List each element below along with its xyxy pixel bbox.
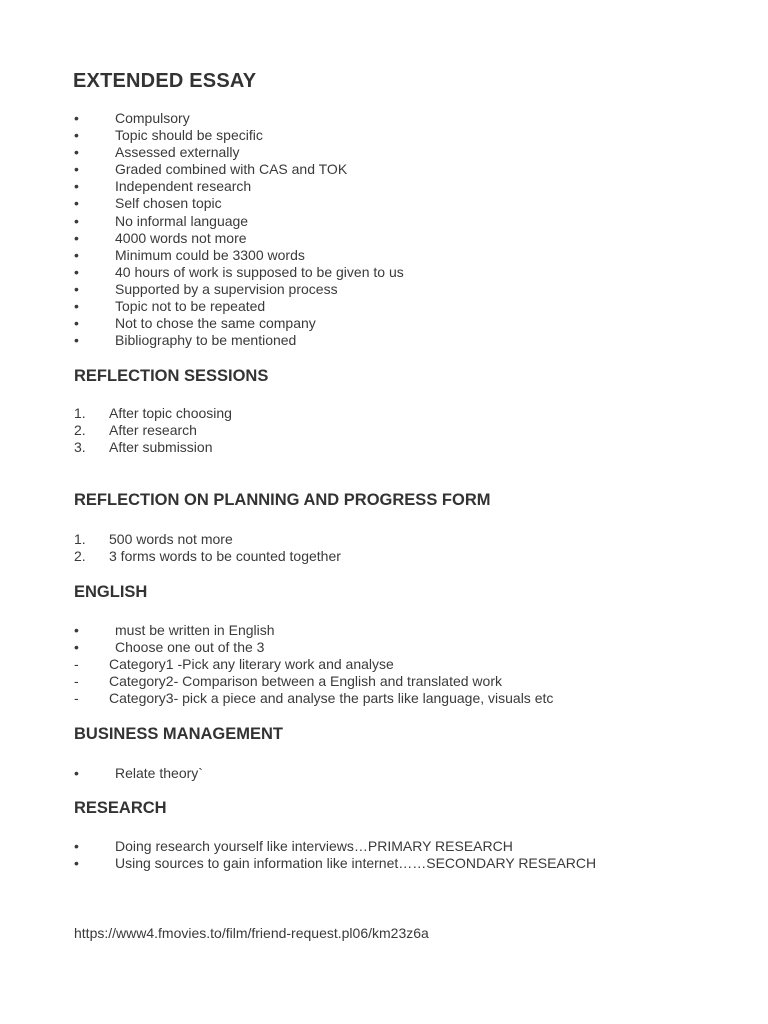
- bullet-marker: •: [74, 855, 79, 872]
- bullet-marker: •: [74, 622, 79, 638]
- document-page: EXTENDED ESSAY • Compulsory • Topic should be specific • Assessed externally • Graded combined with CAS and TOK • Independent research • Self chosen topic • No informal language • 4000 words not more • Minimum could be 3300 words • 40 hours of work is supposed to be given to us • Supported by a supervision process • Topic not to be repeated • Not to chose the same company • Bibliography to be mentioned REFLECTION SESSIONS 1. After topic choosing 2. After research 3. After submission REFLECTION ON PLANNING AND PROGRESS FORM 1. 500 words not more 2. 3 forms words to be counted together ENGLISH • must be written in English • Choose one out of the 3 - Category1 -Pick any literary work and analyse - Category2- Comparison between a English and translated work - Category3- pick a piece and analyse the parts like language, visuals etc BUSINESS MANAGEMENT • Relate theory` RESEARCH • Doing research yourself like interviews…PRIMARY RESEARCH • Using sources to gain information like internet……SECONDARY RESEARCH https://www4.fmovies.to/film/friend-request.pl06/km23z6a: [73, 70, 597, 941]
- bullet-marker: •: [74, 127, 79, 144]
- bullet-marker: •: [74, 229, 79, 246]
- number-marker: 2.: [74, 548, 86, 565]
- bullet-marker: •: [74, 280, 79, 297]
- bullet-marker: •: [74, 315, 79, 332]
- bullet-marker: •: [74, 178, 79, 195]
- reflection-sessions-heading: REFLECTION SESSIONS: [74, 367, 269, 385]
- dash-marker: -: [74, 673, 79, 690]
- english-heading: ENGLISH: [74, 583, 148, 601]
- dash-marker: -: [74, 656, 79, 673]
- bullet-marker: •: [74, 765, 79, 781]
- number-marker: 1.: [74, 405, 86, 421]
- bullet-marker: •: [74, 110, 79, 126]
- bullet-marker: •: [74, 639, 79, 656]
- bullet-marker: •: [74, 246, 79, 263]
- number-marker: 2.: [74, 422, 86, 439]
- dash-marker: -: [74, 690, 79, 707]
- research-heading: RESEARCH: [74, 799, 167, 817]
- number-marker: 3.: [74, 439, 86, 456]
- bullet-marker: •: [74, 838, 79, 854]
- number-marker: 1.: [74, 531, 86, 547]
- bullet-marker: •: [74, 161, 79, 178]
- bullet-marker: •: [74, 332, 79, 349]
- bullet-marker: •: [74, 195, 79, 212]
- bullet-marker: •: [74, 298, 79, 315]
- url-text: https://www4.fmovies.to/film/friend-request.pl06/km23z6a: [74, 925, 429, 941]
- bullet-marker: •: [74, 263, 79, 280]
- business-management-heading: BUSINESS MANAGEMENT: [74, 725, 284, 743]
- bullet-marker: •: [74, 144, 79, 161]
- reflection-form-heading: REFLECTION ON PLANNING AND PROGRESS FORM: [74, 491, 491, 509]
- extended-essay-heading: EXTENDED ESSAY: [73, 70, 257, 92]
- bullet-marker: •: [74, 212, 79, 229]
